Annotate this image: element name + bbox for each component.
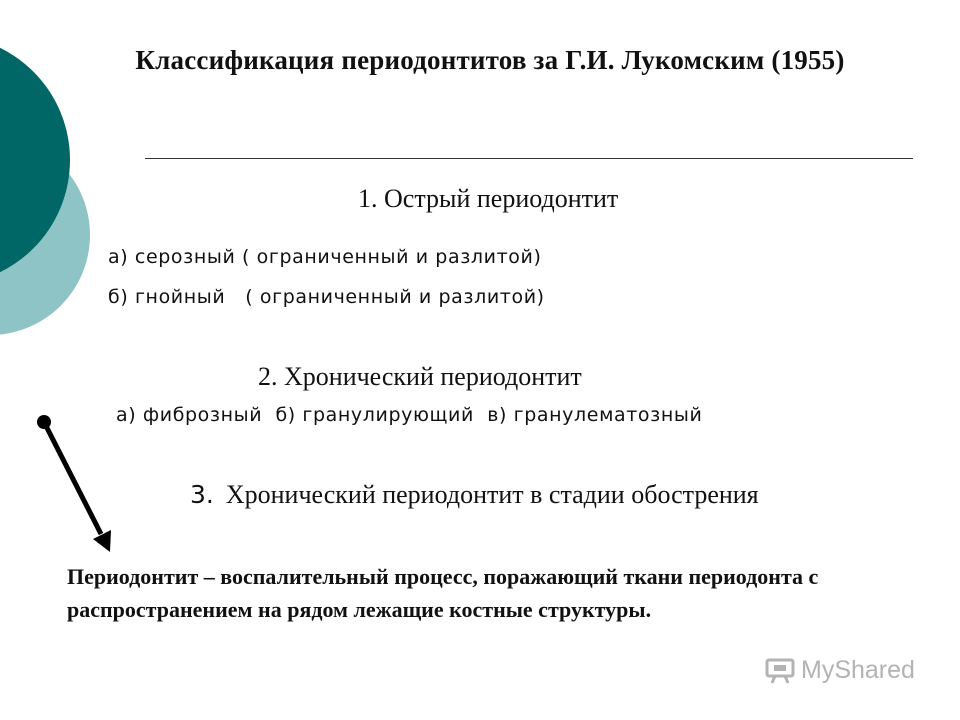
section-number: 3.: [190, 480, 214, 509]
section-heading-acute: 1. Острый периодонтит: [358, 184, 619, 213]
projector-screen-icon: [765, 658, 795, 684]
slide-title: Классификация периодонтитов за Г.И. Лукомским (1955): [135, 45, 845, 75]
acute-item-purulent: б) гнойный ( ограниченный и разлитой): [108, 286, 545, 308]
title-divider: [145, 158, 913, 159]
section-heading-chronic: 2. Хронический периодонтит: [258, 362, 582, 391]
section-heading-text: Хронический периодонтит в стадии обострения: [225, 480, 759, 509]
watermark: [765, 656, 915, 685]
watermark-text: MyShared: [801, 656, 915, 684]
chronic-items: а) фиброзный б) гранулирующий в) гранулематозный: [116, 404, 703, 426]
acute-item-serous: а) серозный ( ограниченный и разлитой): [108, 246, 542, 268]
section-heading-exacerbation: [190, 480, 759, 510]
arrow-icon: [30, 408, 120, 558]
definition-text: Периодонтит – воспалительный процесс, поражающий ткани периодонта с распространением на рядом лежащие костные структуры.: [67, 564, 819, 622]
